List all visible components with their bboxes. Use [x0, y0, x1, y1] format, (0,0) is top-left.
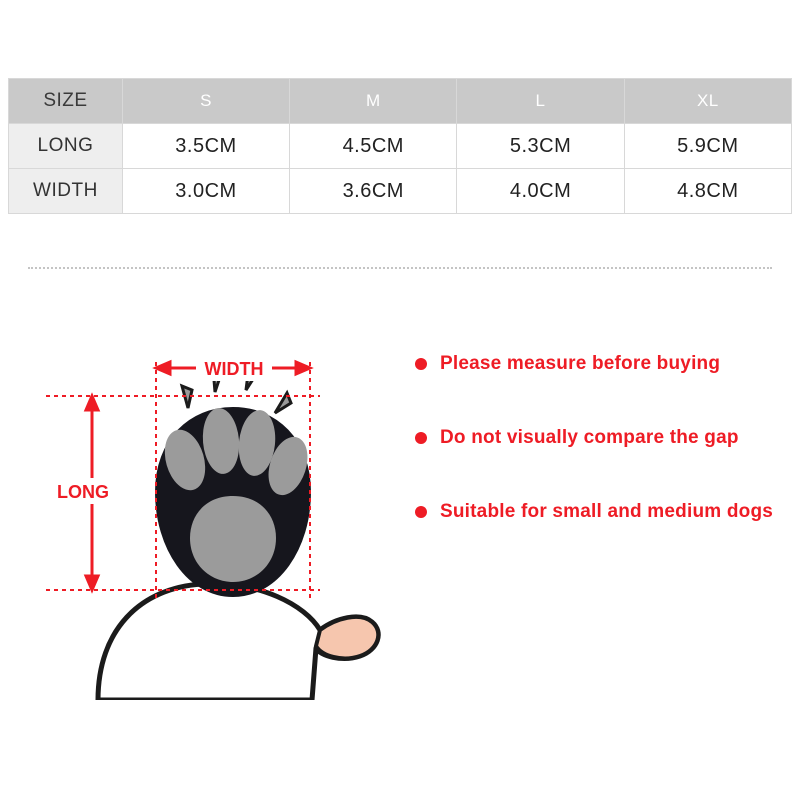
table-header-size: SIZE: [9, 79, 123, 124]
long-label: LONG: [57, 482, 109, 502]
cell-width-xl: 4.8CM: [624, 169, 791, 214]
list-item: [415, 352, 795, 376]
table-header-m: M: [290, 79, 457, 124]
cell-long-m: 4.5CM: [290, 124, 457, 169]
size-chart-table: [8, 78, 792, 214]
width-label: WIDTH: [204, 359, 264, 379]
bullet-dot-icon: [415, 358, 427, 370]
row-label-long: LONG: [9, 124, 123, 169]
bullet-text: Please measure before buying: [440, 353, 721, 374]
cell-width-m: 3.6CM: [290, 169, 457, 214]
table-header-s: S: [122, 79, 289, 124]
list-item: [415, 500, 795, 524]
table-header-xl: XL: [624, 79, 791, 124]
table-row: [9, 169, 792, 214]
bullet-dot-icon: [415, 432, 427, 444]
cell-long-l: 5.3CM: [457, 124, 624, 169]
table-header-l: L: [457, 79, 624, 124]
cell-width-l: 4.0CM: [457, 169, 624, 214]
paw-measurement-diagram: [20, 300, 410, 700]
dog-body-illustration: [98, 584, 378, 700]
cell-width-s: 3.0CM: [122, 169, 289, 214]
paw-graphic: [156, 366, 314, 596]
cell-long-s: 3.5CM: [122, 124, 289, 169]
bullet-dot-icon: [415, 506, 427, 518]
section-divider: [28, 267, 772, 269]
bullet-text: Do not visually compare the gap: [440, 426, 739, 448]
bullet-text: Suitable for small and medium dogs: [440, 500, 774, 522]
table-header-row: [9, 79, 792, 124]
cell-long-xl: 5.9CM: [624, 124, 791, 169]
list-item: [415, 426, 795, 450]
row-label-width: WIDTH: [9, 169, 123, 214]
feature-bullet-list: [415, 352, 795, 573]
table-row: [9, 124, 792, 169]
